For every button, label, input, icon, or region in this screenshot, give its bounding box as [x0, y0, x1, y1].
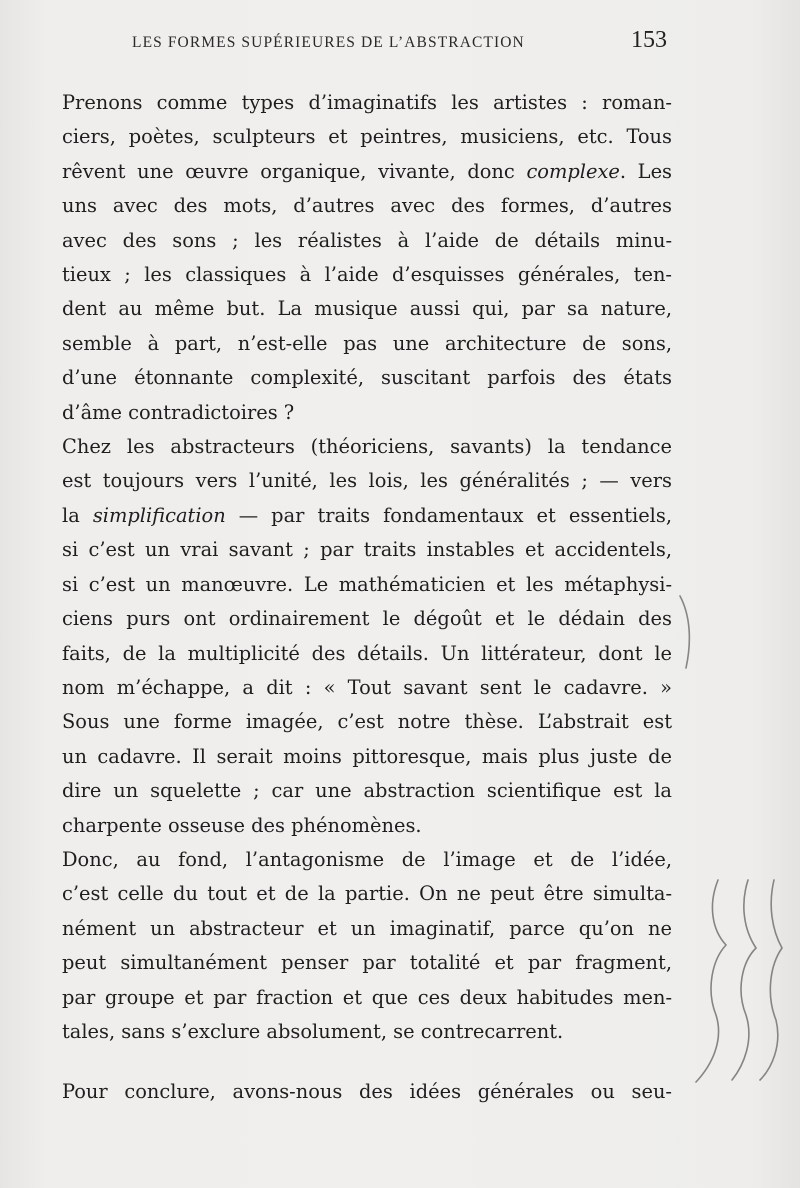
- paragraph-1: [36, 86, 672, 430]
- text-line: d’une étonnante complexité, suscitant parfois des états: [62, 366, 672, 390]
- pencil-bracket-mark: [696, 880, 726, 1082]
- text-line: avec des sons ; les réalistes à l’aide de détails minu-: [62, 228, 672, 252]
- text-line: dent au même but. La musique aussi qui, par sa nature,: [62, 297, 672, 321]
- text-line: c’est celle du tout et de la partie. On ne peut être simulta-: [62, 882, 672, 906]
- text-line: ciens purs ont ordinairement le dégoût et le dédain des: [62, 607, 672, 631]
- paragraph-3: [36, 843, 672, 1049]
- text-line: peut simultanément penser par totalité et par fragment,: [62, 951, 672, 975]
- page-number: 153: [631, 27, 667, 53]
- text-line: un cadavre. Il serait moins pittoresque, mais plus juste de: [62, 744, 672, 768]
- text-line: tieux ; les classiques à l’aide d’esquisses générales, ten-: [62, 263, 672, 287]
- text-line: par groupe et par fraction et que ces deux habitudes men-: [62, 985, 672, 1009]
- text-line: semble à part, n’est-elle pas une architecture de sons,: [62, 331, 672, 355]
- pencil-bracket-mark: [732, 880, 756, 1080]
- pencil-bracket-mark: [680, 596, 689, 668]
- text-line: Chez les abstracteurs (théoriciens, savants) la tendance: [62, 435, 672, 459]
- text-line: faits, de la multiplicité des détails. Un littérateur, dont le: [62, 641, 672, 665]
- text-line: [36, 155, 672, 189]
- text-line: tales, sans s’exclure absolument, se contrecarrent.: [62, 1019, 564, 1043]
- text-segment: — par traits fondamentaux et essentiels,: [238, 503, 672, 527]
- text-line: nom m’échappe, a dit : « Tout savant sent le cadavre. »: [62, 675, 672, 699]
- text-line: Pour conclure, avons-nous des idées générales ou seu-: [62, 1080, 672, 1104]
- paragraph-2: [36, 430, 672, 843]
- text-line: d’âme contradictoires ?: [62, 400, 295, 424]
- text-line: dire un squelette ; car une abstraction scientifique est la: [62, 779, 672, 803]
- text-line: nément un abstracteur et un imaginatif, parce qu’on ne: [62, 916, 672, 940]
- running-head: LES FORMES SUPÉRIEURES DE L’ABSTRACTION: [132, 34, 525, 51]
- text-line: si c’est un vrai savant ; par traits instables et accidentels,: [62, 538, 672, 562]
- italic-word: simplification: [92, 503, 226, 527]
- text-line: Prenons comme types d’imaginatifs les artistes : roman-: [62, 91, 672, 114]
- text-segment: rêvent une œuvre organique, vivante, donc: [62, 159, 515, 183]
- text-line: si c’est un manœuvre. Le mathématicien et les métaphysi-: [62, 572, 672, 596]
- text-line: Donc, au fond, l’antagonisme de l’image et de l’idée,: [62, 847, 672, 871]
- italic-word: complexe: [526, 159, 620, 183]
- text-line: Sous une forme imagée, c’est notre thèse. L’abstrait est: [62, 710, 672, 734]
- pencil-bracket-mark: [760, 880, 782, 1080]
- text-line: ciers, poètes, sculpteurs et peintres, musiciens, etc. Tous: [62, 125, 672, 149]
- text-line: [36, 499, 672, 533]
- text-segment: la: [62, 503, 80, 527]
- text-segment: . Les: [619, 159, 672, 183]
- text-line: uns avec des mots, d’autres avec des formes, d’autres: [62, 194, 672, 218]
- body-text: [36, 86, 672, 1110]
- paragraph-4: [36, 1075, 672, 1109]
- text-line: charpente osseuse des phénomènes.: [62, 813, 422, 837]
- text-line: est toujours vers l’unité, les lois, les généralités ; — vers: [62, 469, 672, 493]
